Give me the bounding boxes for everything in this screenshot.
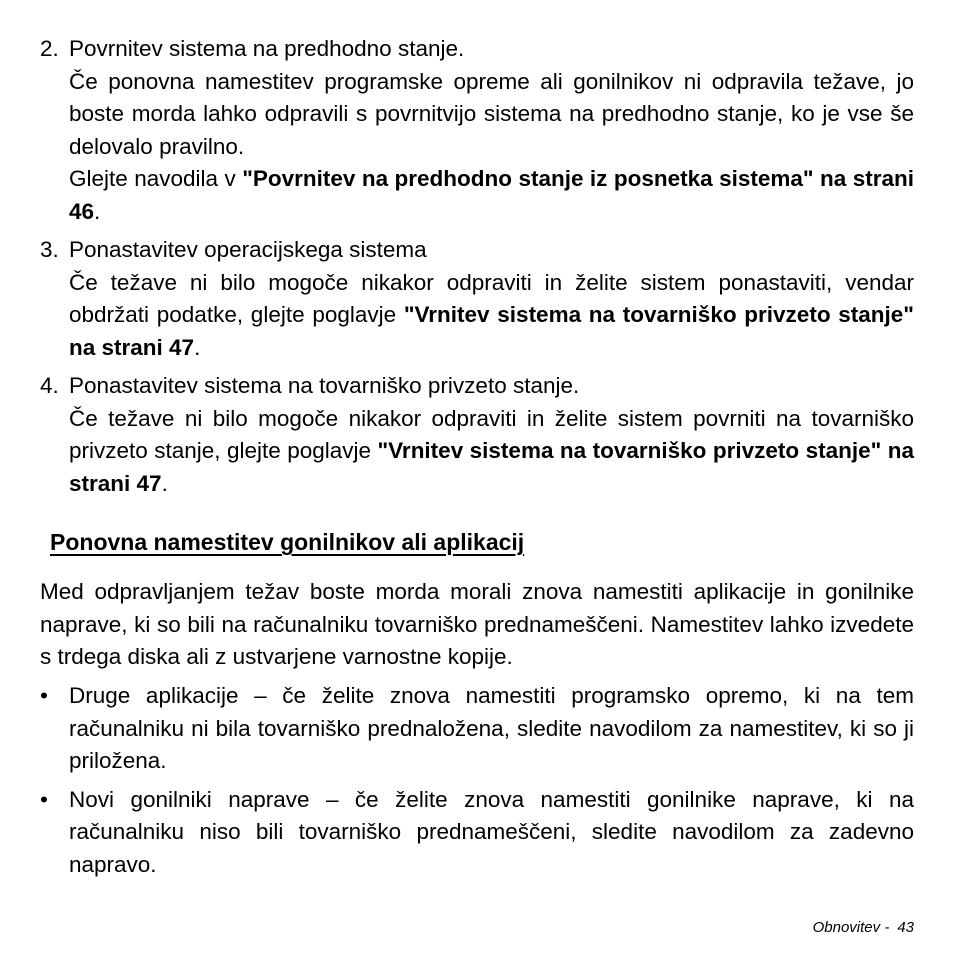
bullet-text: Druge aplikacije – če želite znova namestiti programsko opremo, ki na tem računalniku ni bila tovarniško prednaložena, sledite navodilom za namestitev, ki so ji priložena. [69,683,914,773]
step-reference-suffix: . [94,198,101,224]
step-body-prefix: Če težave ni bilo mogoče nikakor odpraviti in želite sistem ponastaviti, vendar obdržati podatke, glejte poglavje [69,269,914,327]
list-item-step-4 [40,370,914,500]
step-body-suffix: . [194,334,201,360]
bullet-text: Novi gonilniki naprave – če želite znova namestiti gonilnike naprave, ki na računalniku niso bili tovarniško prednameščeni, sledite navodilom za zadevno napravo. [69,786,914,877]
step-number: 3. [40,237,59,262]
list-item [40,680,914,778]
list-item [40,784,914,882]
step-reference [69,163,914,228]
steps-list [40,33,914,506]
step-title: Ponastavitev operacijskega sistema [69,237,427,262]
section-heading: Ponovna namestitev gonilnikov ali aplikacij [50,529,525,555]
step-body: Če ponovna namestitev programske opreme ali gonilnikov ni odpravila težave, jo boste morda lahko odpravili s povrnitvijo sistema na predhodno stanje, ko je vse še delovalo pravilno. [69,68,914,159]
bullet-list [40,680,914,887]
list-item-step-2 [40,33,914,228]
page-number: 43 [897,919,914,936]
step-number: 2. [40,36,59,61]
bullet-icon: • [40,683,48,708]
step-title: Povrnitev sistema na predhodno stanje. [69,36,465,61]
intro-paragraph: Med odpravljanjem težav boste morda morali znova namestiti aplikacije in gonilnike naprave, ki so bili na računalniku tovarniško prednameščeni. Namestitev lahko izvedete s trdega diska ali z ustvarjene varnostne kopije. [40,579,914,669]
step-body-suffix: . [161,470,168,496]
step-title: Ponastavitev sistema na tovarniško privzeto stanje. [69,373,580,398]
step-number: 4. [40,373,59,398]
list-item-step-3 [40,234,914,364]
page-footer [813,918,914,938]
step-body [69,267,914,365]
cross-reference-link: "Vrnitev sistema na tovarniško privzeto stanje" na strani 47 [69,438,914,496]
step-body [69,403,914,501]
cross-reference-link: "Vrnitev sistema na tovarniško privzeto stanje" na strani 47 [69,302,914,360]
step-reference-prefix: Glejte navodila v [69,166,243,191]
cross-reference-link: "Povrnitev na predhodno stanje iz posnetka sistema" na strani 46 [69,166,914,224]
step-body-prefix: Če težave ni bilo mogoče nikakor odpraviti in želite sistem povrniti na tovarniško privzeto stanje, glejte poglavje [69,405,914,463]
bullet-icon: • [40,786,48,812]
footer-section-label: Obnovitev - [812,919,890,936]
